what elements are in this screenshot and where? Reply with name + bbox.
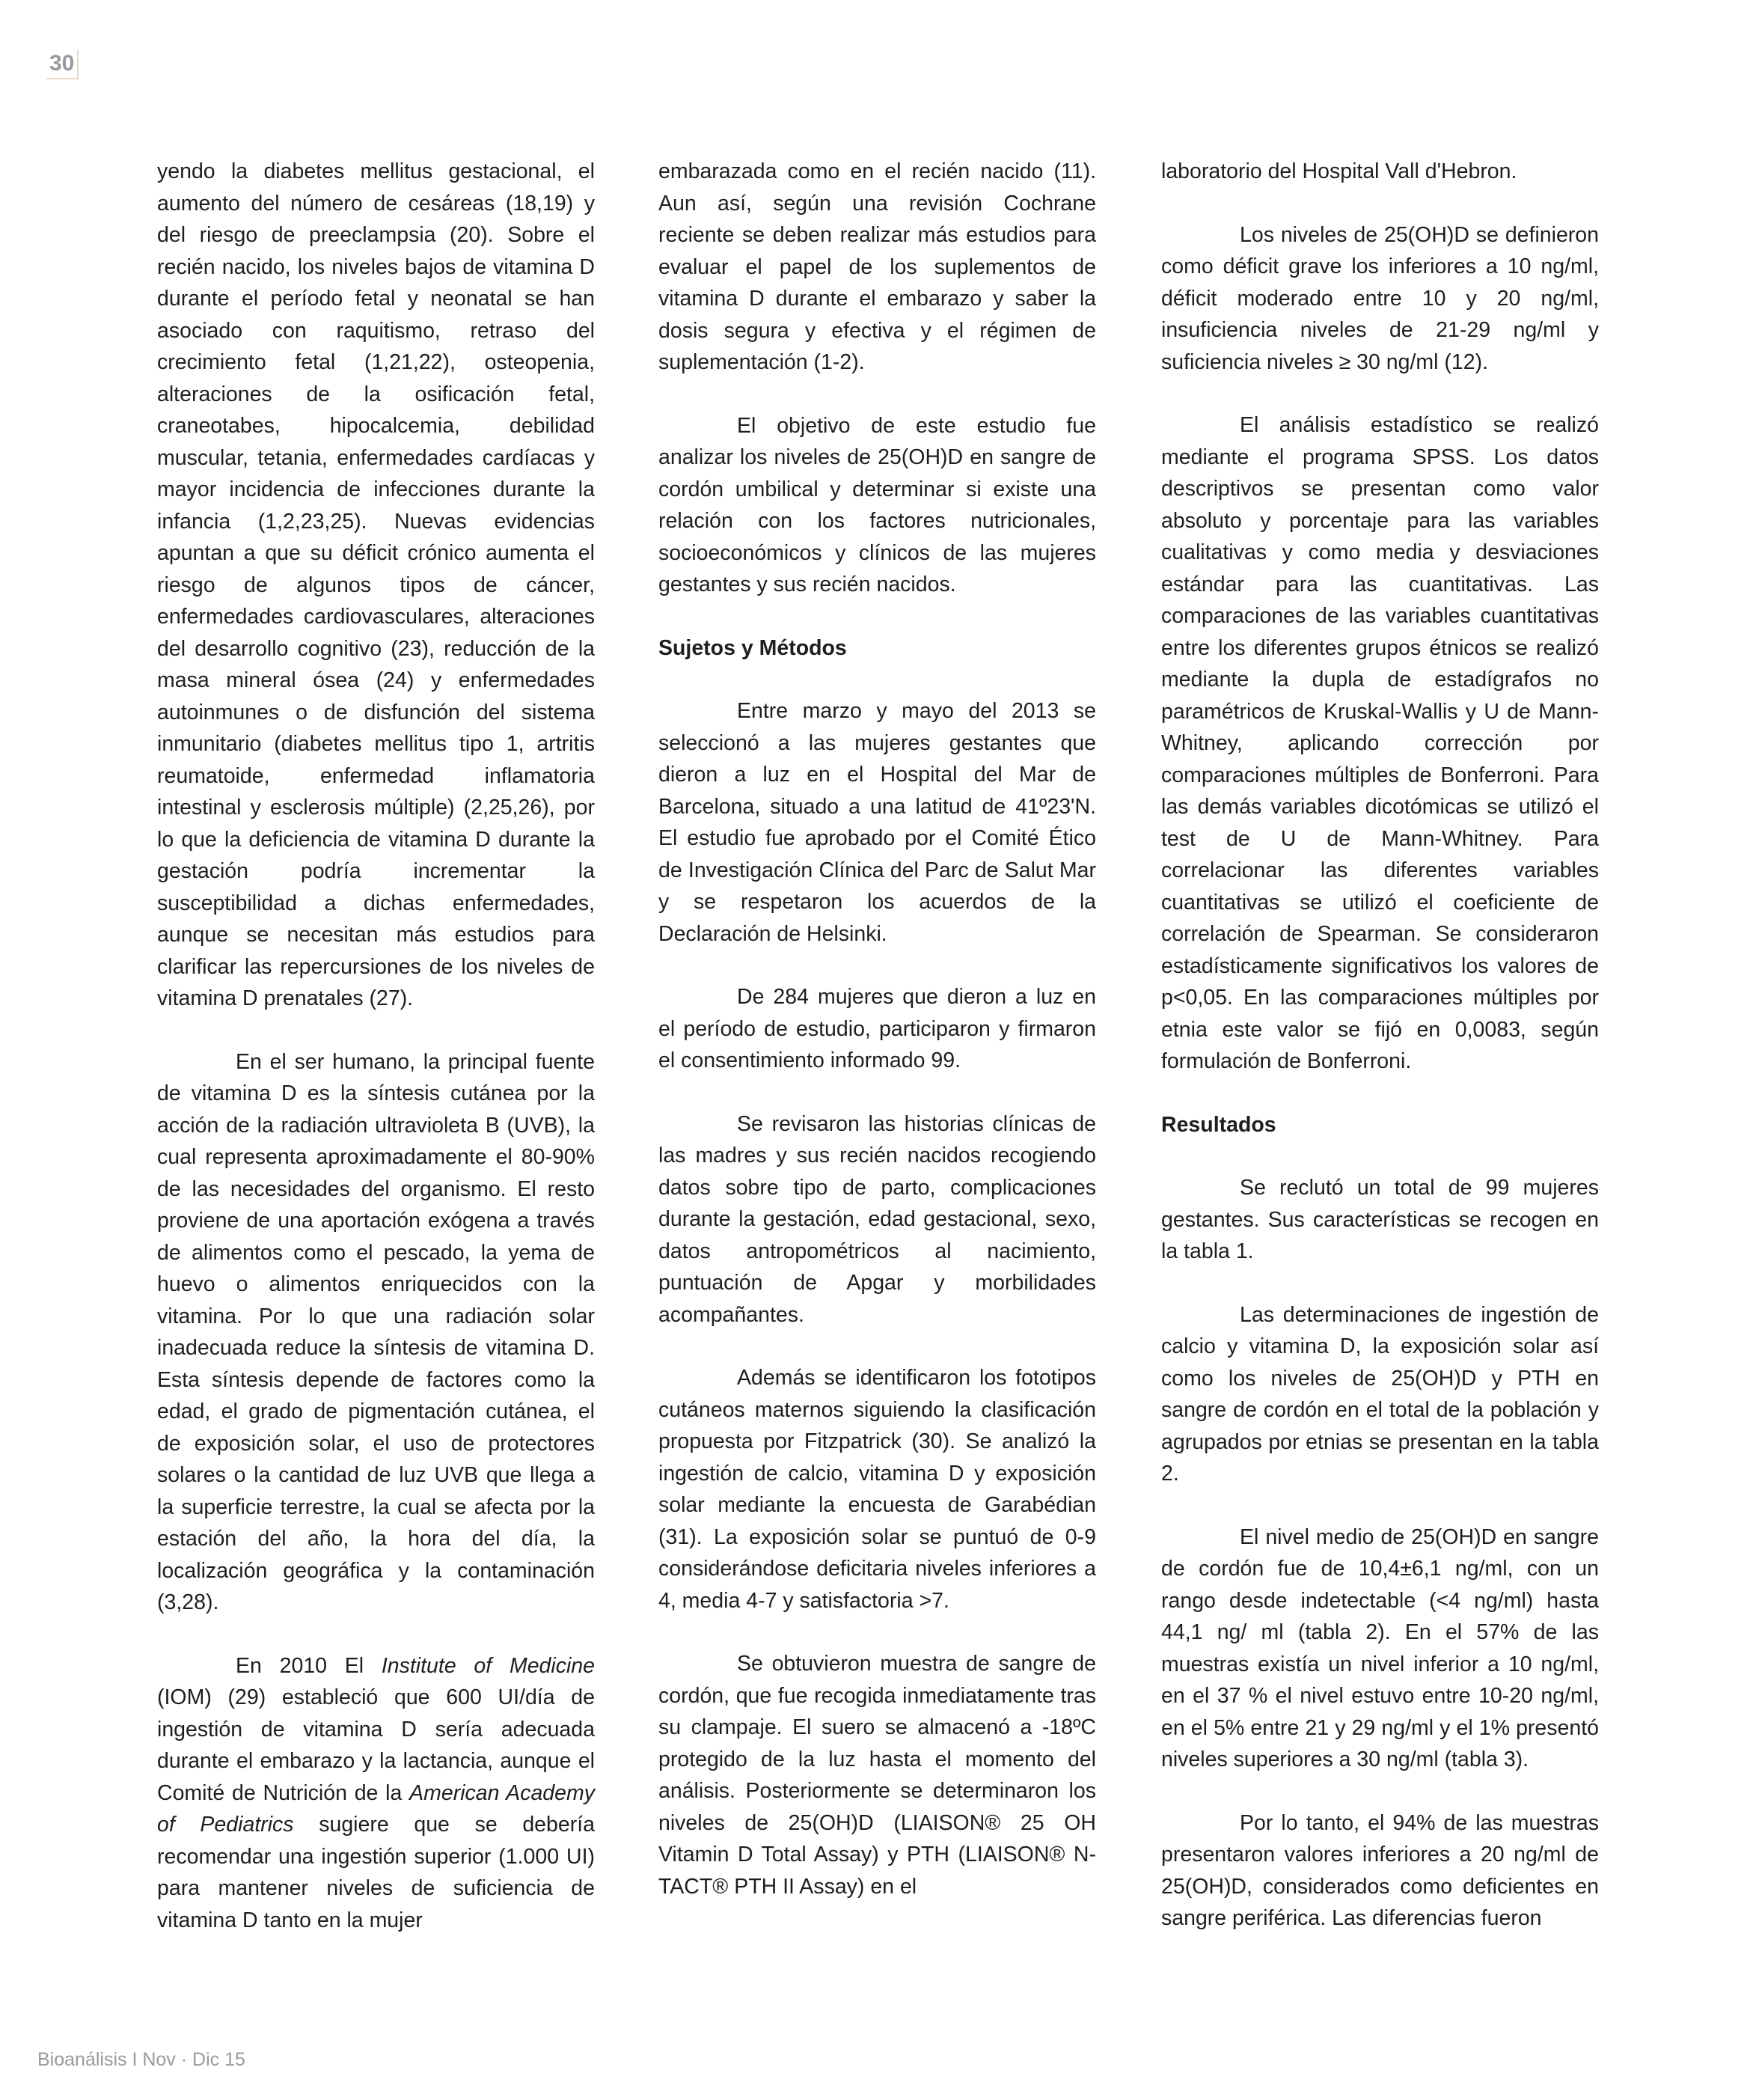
text-run: En 2010 El <box>236 1653 382 1678</box>
paragraph: Se reclutó un total de 99 mujeres gestantes. Sus características se recogen en la tabla 1. <box>1161 1176 1599 1263</box>
paragraph <box>157 1650 595 1937</box>
paragraph: De 284 mujeres que dieron a luz en el período de estudio, participaron y firmaron el consentimiento informado 99. <box>658 985 1096 1072</box>
paragraph: En el ser humano, la principal fuente de vitamina D es la síntesis cutánea por la acción de la radiación ultravioleta B (UVB), la cual representa aproximadamente el 80-90% de las necesidades del organismo. El resto proviene de una aportación exógena a través de alimentos como el pescado, la yema de huevo o alimentos enriquecidos con la vitamina. Por lo que una radiación solar inadecuada reduce la síntesis de vitamina D. Esta síntesis depende de factores como la edad, el grado de pigmentación cutánea, el de exposición solar, el uso de protectores solares o la cantidad de luz UVB que llega a la superficie terrestre, la cual se afecta por la estación del año, la hora del día, la localización geográfica y la contaminación (3,28). <box>157 1049 595 1614</box>
text-column-2 <box>658 156 1096 1934</box>
paragraph: Las determinaciones de ingestión de calcio y vitamina D, la exposición solar así como los niveles de 25(OH)D y PTH en sangre de cordón en el total de la población y agrupados por etnias se presentan en la tabla 2. <box>1161 1302 1599 1486</box>
text-column-3 <box>1161 156 1599 1966</box>
paragraph: Además se identificaron los fototipos cutáneos maternos siguiendo la clasificación propuesta por Fitzpatrick (30). Se analizó la ingestión de calcio, vitamina D y exposición solar mediante la encuesta de Garabédian (31). La exposición solar se puntuó de 0-9 considerándose deficitaria niveles inferiores a 4, media 4-7 y satisfactoria >7. <box>658 1366 1096 1613</box>
paragraph: laboratorio del Hospital Vall d'Hebron. <box>1161 159 1517 183</box>
paragraph: Los niveles de 25(OH)D se definieron como déficit grave los inferiores a 10 ng/ml, déficit moderado entre 10 y 20 ng/ml, insuficiencia niveles de 21-29 ng/ml y suficiencia niveles ≥ 30 ng/ml (12). <box>1161 222 1599 374</box>
paragraph: Por lo tanto, el 94% de las muestras presentaron valores inferiores a 20 ng/ml de 25(OH)D, considerados como deficientes en sangre periférica. Las diferencias fueron <box>1161 1810 1599 1930</box>
italic-term: Institute of Medicine <box>381 1653 596 1678</box>
paragraph: Entre marzo y mayo del 2013 se seleccionó a las mujeres gestantes que dieron a luz en el Hospital del Mar de Barcelona, situado a una latitud de 41º23'N. El estudio fue aprobado por el Comité Ético de Investigación Clínica del Parc de Salut Mar y se respetaron los acuerdos de la Declaración de Helsinki. <box>658 699 1096 946</box>
paragraph: El nivel medio de 25(OH)D en sangre de cordón fue de 10,4±6,1 ng/ml, con un rango desde indetectable (<4 ng/ml) hasta 44,1 ng/ ml (tabla 2). En el 57% de las muestras existía un nivel inferior a 10 ng/ml, en el 37 % el nivel estuvo entre 10-20 ng/ml, en el 5% entre 21 y 29 ng/ml y el 1% presentó niveles superiores a 30 ng/ml (tabla 3). <box>1161 1524 1599 1771</box>
text-run: (IOM) (29) estableció que 600 UI/día de ingestión de vitamina D sería adecuada durante el embarazo y la lactancia, aunque el Comité de Nutrición de la <box>157 1685 595 1805</box>
text-column-1 <box>157 156 595 1968</box>
page-footer: Bioanálisis I Nov · Dic 15 <box>37 2049 245 2070</box>
paragraph: El objetivo de este estudio fue analizar los niveles de 25(OH)D en sangre de cordón umbilical y determinar si existe una relación con los factores nutricionales, socioeconómicos y clínicos de las mujeres gestantes y sus recién nacidos. <box>658 413 1096 596</box>
paragraph: El análisis estadístico se realizó mediante el programa SPSS. Los datos descriptivos se presentan como valor absoluto y porcentaje para las variables cualitativas y como media y desviaciones estándar para las cuantitativas. Las comparaciones de las variables cuantitativas entre los diferentes grupos étnicos se realizó mediante la dupla de estadígrafos no paramétricos de Kruskal-Wallis y U de Mann-Whitney, aplicando corrección por comparaciones múltiples de Bonferroni. Para las demás variables dicotómicas se utilizó el test de U de Mann-Whitney. Para correlacionar las diferentes variables cuantitativas se utilizó el coeficiente de correlación de Spearman. Se consideraron estadísticamente significativos los valores de p<0,05. En las comparaciones múltiples por etnia este valor se fijó en 0,0083, según formulación de Bonferroni. <box>1161 413 1599 1073</box>
section-heading: Resultados <box>1161 1112 1276 1137</box>
text-run: sugiere que se debería recomendar una ingestión superior (1.000 UI) para mantener niveles de suficiencia de vitamina D tanto en la mujer <box>157 1813 595 1932</box>
italic-term: American Academy of Pediatrics <box>157 1780 595 1837</box>
page-number: 30 <box>46 49 79 79</box>
paragraph: Se obtuvieron muestra de sangre de cordón, que fue recogida inmediatamente tras su clampaje. El suero se almacenó a -18ºC protegido de la luz hasta el momento del análisis. Posteriormente se determinaron los niveles de 25(OH)D (LIAISON® 25 OH Vitamin D Total Assay) y PTH (LIAISON® N-TACT® PTH II Assay) en el <box>658 1652 1096 1899</box>
paragraph: yendo la diabetes mellitus gestacional, el aumento del número de cesáreas (18,19) y del riesgo de preeclampsia (20). Sobre el recién nacido, los niveles bajos de vitamina D durante el período fetal y neonatal se han asociado con raquitismo, retraso del crecimiento fetal (1,21,22), osteopenia, alteraciones de la osificación fetal, craneotabes, hipocalcemia, debilidad muscular, tetania, enfermedades cardíacas y mayor incidencia de infecciones durante la infancia (1,2,23,25). Nuevas evidencias apuntan a que su déficit crónico aumenta el riesgo de algunos tipos de cáncer, enfermedades cardiovasculares, alteraciones del desarrollo cognitivo (23), reducción de la masa mineral ósea (24) y enfermedades autoinmunes o de disfunción del sistema inmunitario (diabetes mellitus tipo 1, artritis reumatoide, enfermedad inflamatoria intestinal y esclerosis múltiple) (2,25,26), por lo que la deficiencia de vitamina D durante la gestación podría incrementar la susceptibilidad a dichas enfermedades, aunque se necesitan más estudios para clarificar las repercursiones de los niveles de vitamina D prenatales (27). <box>157 159 595 1010</box>
paragraph: Se revisaron las historias clínicas de las madres y sus recién nacidos recogiendo datos sobre tipo de parto, complicaciones durante la gestación, edad gestacional, sexo, datos antropométricos al nacimiento, puntuación de Apgar y morbilidades acompañantes. <box>658 1111 1096 1327</box>
section-heading: Sujetos y Métodos <box>658 635 847 660</box>
paragraph: embarazada como en el recién nacido (11). Aun así, según una revisión Cochrane reciente se deben realizar más estudios para evaluar el papel de los suplementos de vitamina D durante el embarazo y saber la dosis segura y efectiva y el régimen de suplementación (1-2). <box>658 159 1096 374</box>
